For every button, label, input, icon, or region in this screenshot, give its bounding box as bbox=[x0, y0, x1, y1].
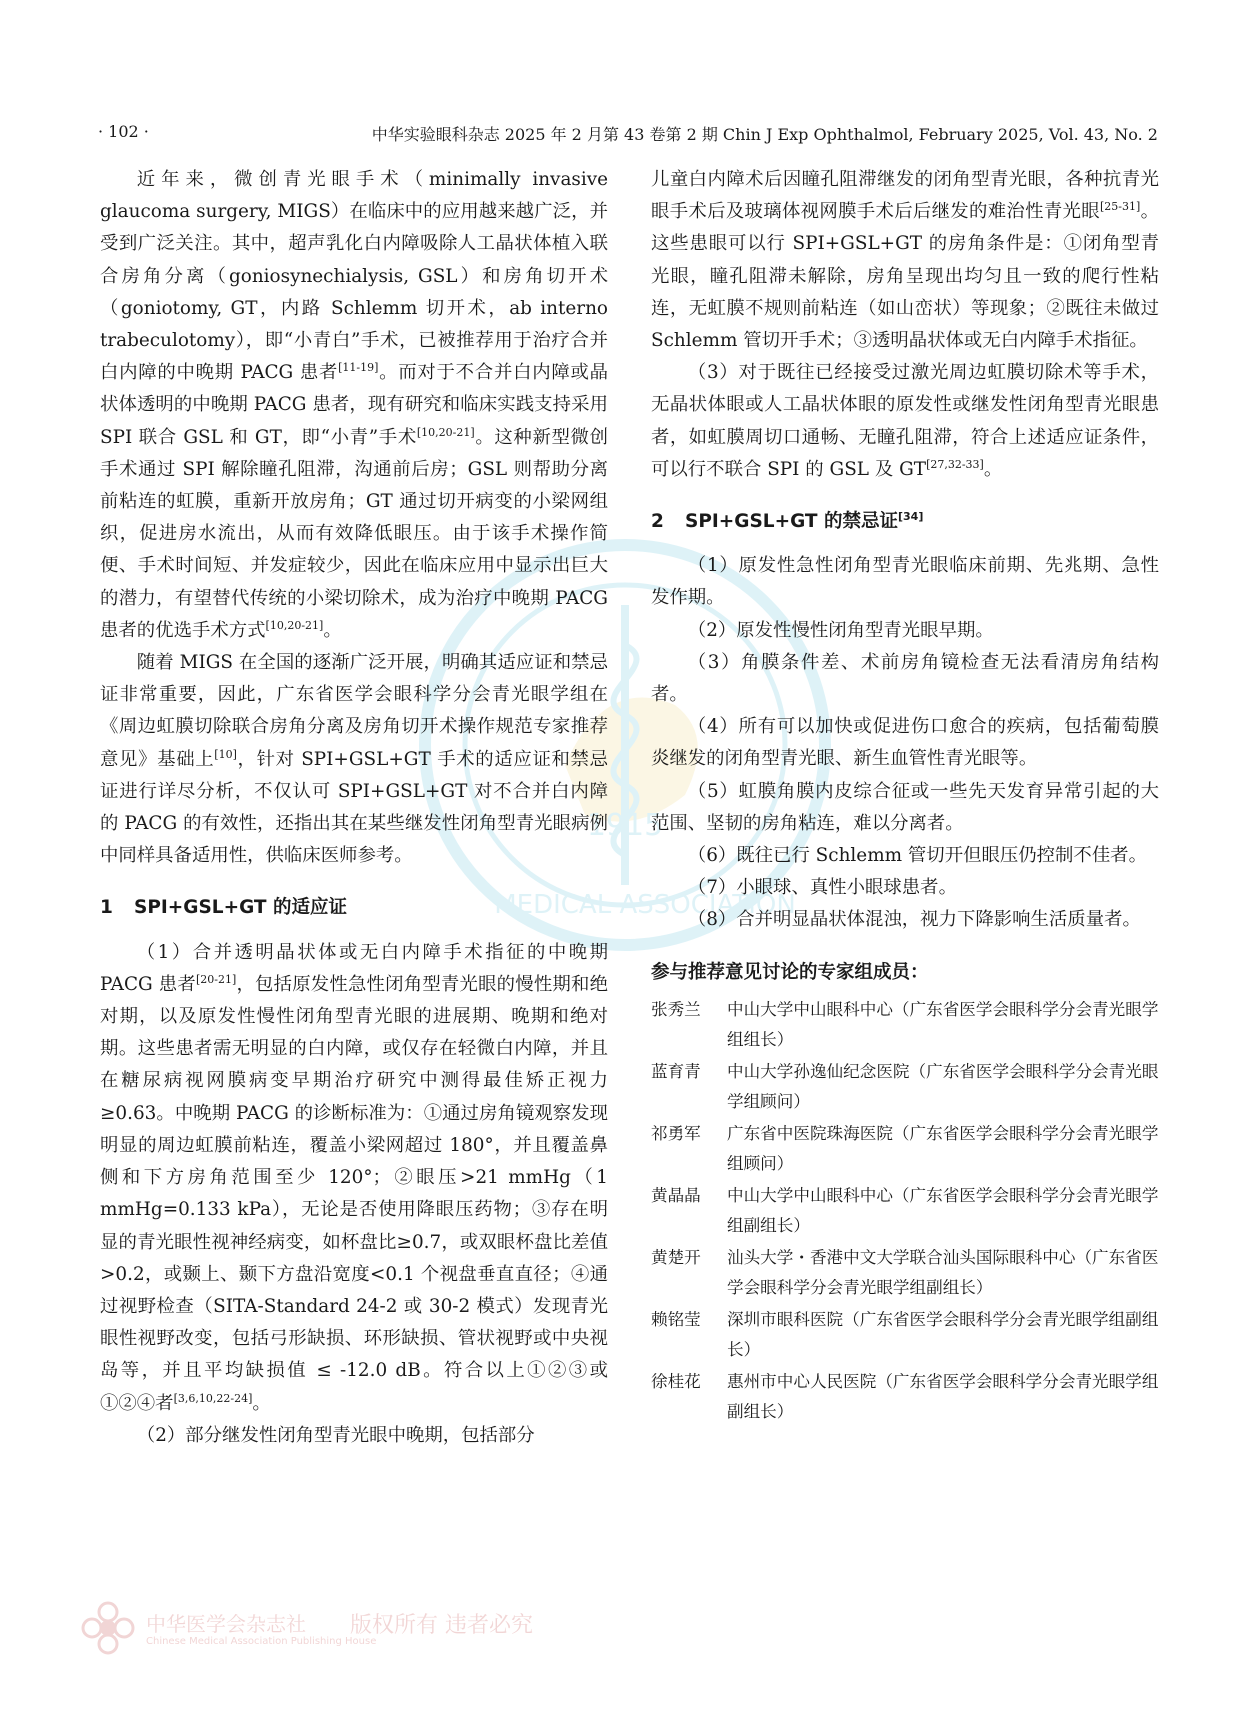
journal-citation: 中华实验眼科杂志 2025 年 2 月第 43 卷第 2 期 Chin J Exp Ophthalmol, February 2025, Vol. 43, No. 2 bbox=[371, 125, 1158, 144]
intro-paragraph-1: 近年来，微创青光眼手术（minimally invasive glaucoma surgery, MIGS）在临床中的应用越来越广泛，并受到广泛关注。其中，超声乳化白内障吸除人工晶状体植入联合房角分离（goniosynechialysis, GSL）和房角切开术（goniotomy, GT，内路 Schlemm 切开术，ab interno trabeculotomy），即“小青白”手术，已被推荐用于治疗合并白内障的中晚期 PACG 患者[11-19]。而对于不合并白内障或晶状体透明的中晚期 PACG 患者，现有研究和临床实践支持采用 SPI 联合 GSL 和 GT，即“小青”手术[10,20-21]。这种新型微创手术通过 SPI 解除瞳孔阻滞，沟通前后房；GSL 则帮助分离前粘连的虹膜，重新开放房角；GT 通过切开病变的小梁网组织，促进房水流出，从而有效降低眼压。由于该手术操作简便、手术时间短、并发症较少，因此在临床应用中显示出巨大的潜力，有望替代传统的小梁切除术，成为治疗中晚期 PACG 患者的优选手术方式[10,20-21]。 bbox=[100, 169, 608, 641]
contraindication-item: （4）所有可以加快或促进伤口愈合的疾病，包括葡萄膜炎继发的闭角型青光眼、新生血管性青光眼等。 bbox=[651, 716, 1159, 770]
contraindication-item: （3）角膜条件差、术前房角镜检查无法看清房角结构者。 bbox=[651, 651, 1159, 706]
publisher-name-cn: 中华医学会杂志社 bbox=[146, 1612, 306, 1636]
page-number: · 102 · bbox=[98, 122, 149, 141]
indication-item-2-continued: 儿童白内障术后因瞳孔阻滞继发的闭角型青光眼，各种抗青光眼手术后及玻璃体视网膜手术后后继发的难治性青光眼[25-31]。这些患眼可以行 SPI+GSL+GT 的房角条件是：①闭角型青光眼，瞳孔阻滞未解除，房角呈现出均匀且一致的爬行性粘连，无虹膜不规则前粘连（如山峦状）等现象；②既往未做过 Schlemm 管切开手术；③透明晶状体或无白内障手术指征。 bbox=[651, 169, 1159, 352]
citation: [25-31] bbox=[1099, 200, 1141, 214]
expert-name: 蓝育青 bbox=[651, 1061, 701, 1081]
expert-entry bbox=[651, 1305, 1159, 1365]
section-heading-indications: 1 SPI+GSL+GT 的适应证 bbox=[100, 897, 347, 919]
expert-entry bbox=[651, 1057, 1159, 1117]
expert-name: 张秀兰 bbox=[651, 999, 701, 1019]
contraindication-item: （6）既往已行 Schlemm 管切开但眼压仍控制不佳者。 bbox=[687, 845, 1147, 867]
seal-year: 1915 bbox=[586, 808, 664, 843]
expert-entry bbox=[651, 1243, 1159, 1303]
contraindication-item: （5）虹膜角膜内皮综合征或一些先天发育异常引起的大范围、坚韧的房角粘连，难以分离者。 bbox=[651, 780, 1159, 834]
citation: [10,20-21] bbox=[265, 618, 324, 632]
right-column bbox=[651, 164, 1159, 1429]
flower-logo-icon bbox=[80, 1600, 136, 1656]
expert-name: 黄楚开 bbox=[651, 1247, 701, 1267]
seal-arc-text: MEDICAL ASSOCIATION bbox=[494, 890, 796, 920]
expert-name: 祁勇军 bbox=[651, 1123, 701, 1143]
citation: [27,32-33] bbox=[926, 457, 984, 471]
indication-item-2-start: （2）部分继发性闭角型青光眼中晚期，包括部分 bbox=[136, 1424, 535, 1446]
citation: [34] bbox=[898, 509, 924, 523]
expert-name: 徐桂花 bbox=[651, 1371, 701, 1391]
left-column bbox=[100, 164, 608, 1452]
expert-name: 黄晶晶 bbox=[651, 1185, 701, 1205]
citation: [20-21] bbox=[195, 972, 237, 986]
indication-item-3: （3）对于既往已经接受过激光周边虹膜切除术等手术，无晶状体眼或人工晶状体眼的原发性或继发性闭角型青光眼患者，如虹膜周切口通畅、无瞳孔阻滞，符合上述适应证条件，可以行不联合 SPI 的 GSL 及 GT[27,32-33]。 bbox=[651, 362, 1159, 480]
running-header bbox=[96, 118, 1158, 144]
contraindication-item: （8）合并明显晶状体混浊，视力下降影响生活质量者。 bbox=[687, 909, 1141, 931]
expert-affiliation: 深圳市眼科医院（广东省医学会眼科学分会青光眼学组副组长） bbox=[727, 1309, 1159, 1359]
contraindication-item: （1）原发性急性闭角型青光眼临床前期、先兆期、急性发作期。 bbox=[651, 555, 1159, 609]
citation: [3,6,10,22-24] bbox=[173, 1391, 253, 1405]
citation: [11-19] bbox=[338, 361, 379, 375]
expert-entry bbox=[651, 1367, 1159, 1427]
citation: [10,20-21] bbox=[416, 425, 475, 439]
expert-affiliation: 汕头大学・香港中文大学联合汕头国际眼科中心（广东省医学会眼科学分会青光眼学组副组长） bbox=[727, 1247, 1159, 1297]
section-heading-contraindications: 2 SPI+GSL+GT 的禁忌证[34] bbox=[651, 509, 924, 533]
expert-affiliation: 中山大学中山眼科中心（广东省医学会眼科学分会青光眼学组组长） bbox=[727, 999, 1159, 1049]
expert-affiliation: 广东省中医院珠海医院（广东省医学会眼科学分会青光眼学组顾问） bbox=[727, 1123, 1159, 1173]
indication-item-1: （1）合并透明晶状体或无白内障手术指征的中晚期 PACG 患者[20-21]，包括原发性急性闭角型青光眼的慢性期和绝对期，以及原发性慢性闭角型青光眼的进展期、晚期和绝对期。这些患者需无明显的白内障，或仅存在轻微白内障，并且在糖尿病视网膜病变早期治疗研究中测得最佳矫正视力≥0.63。中晚期 PACG 的诊断标准为：①通过房角镜观察发现明显的周边虹膜前粘连，覆盖小梁网超过 180°，并且覆盖鼻侧和下方房角范围至少 120°；②眼压>21 mmHg（1 mmHg=0.133 kPa），无论是否使用降眼压药物；③存在明显的青光眼性视神经病变，如杯盘比≥0.7，或双眼杯盘比差值>0.2，或颞上、颞下方盘沿宽度<0.1 个视盘垂直直径；④通过视野检查（SITA-Standard 24-2 或 30-2 模式）发现青光眼性视野改变，包括弓形缺损、环形缺损、管状视野或中央视岛等，并且平均缺损值 ≤ -12.0 dB。符合以上①②③或①②④者[3,6,10,22-24]。 bbox=[100, 941, 608, 1414]
copyright-slogan: 版权所有 违者必究 bbox=[350, 1613, 533, 1638]
intro-paragraph-2: 随着 MIGS 在全国的逐渐广泛开展，明确其适应证和禁忌证非常重要，因此，广东省医学会眼科学分会青光眼学组在《周边虹膜切除联合房角分离及房角切开术操作规范专家推荐意见》基础上[10]，针对 SPI+GSL+GT 手术的适应证和禁忌证进行详尽分析，不仅认可 SPI+GSL+GT 对不合并白内障的 PACG 的有效性，还指出其在某些继发性闭角型青光眼病例中同样具备适用性，供临床医师参考。 bbox=[100, 652, 608, 867]
expert-entry bbox=[651, 1181, 1159, 1241]
publisher-name-en: Chinese Medical Association Publishing House bbox=[146, 1636, 377, 1647]
expert-entry bbox=[651, 995, 1159, 1055]
expert-affiliation: 惠州市中心人民医院（广东省医学会眼科学分会青光眼学组副组长） bbox=[727, 1371, 1159, 1421]
contraindication-item: （2）原发性慢性闭角型青光眼早期。 bbox=[687, 619, 994, 641]
citation: [10] bbox=[214, 747, 237, 761]
expert-affiliation: 中山大学中山眼科中心（广东省医学会眼科学分会青光眼学组副组长） bbox=[727, 1185, 1159, 1235]
expert-entry bbox=[651, 1119, 1159, 1179]
contraindication-item: （7）小眼球、真性小眼球患者。 bbox=[687, 877, 957, 899]
experts-heading: 参与推荐意见讨论的专家组成员： bbox=[651, 961, 929, 983]
expert-affiliation: 中山大学孙逸仙纪念医院（广东省医学会眼科学分会青光眼学组顾问） bbox=[727, 1061, 1159, 1111]
expert-name: 赖铭莹 bbox=[651, 1309, 701, 1329]
publisher-logo bbox=[80, 1600, 640, 1660]
